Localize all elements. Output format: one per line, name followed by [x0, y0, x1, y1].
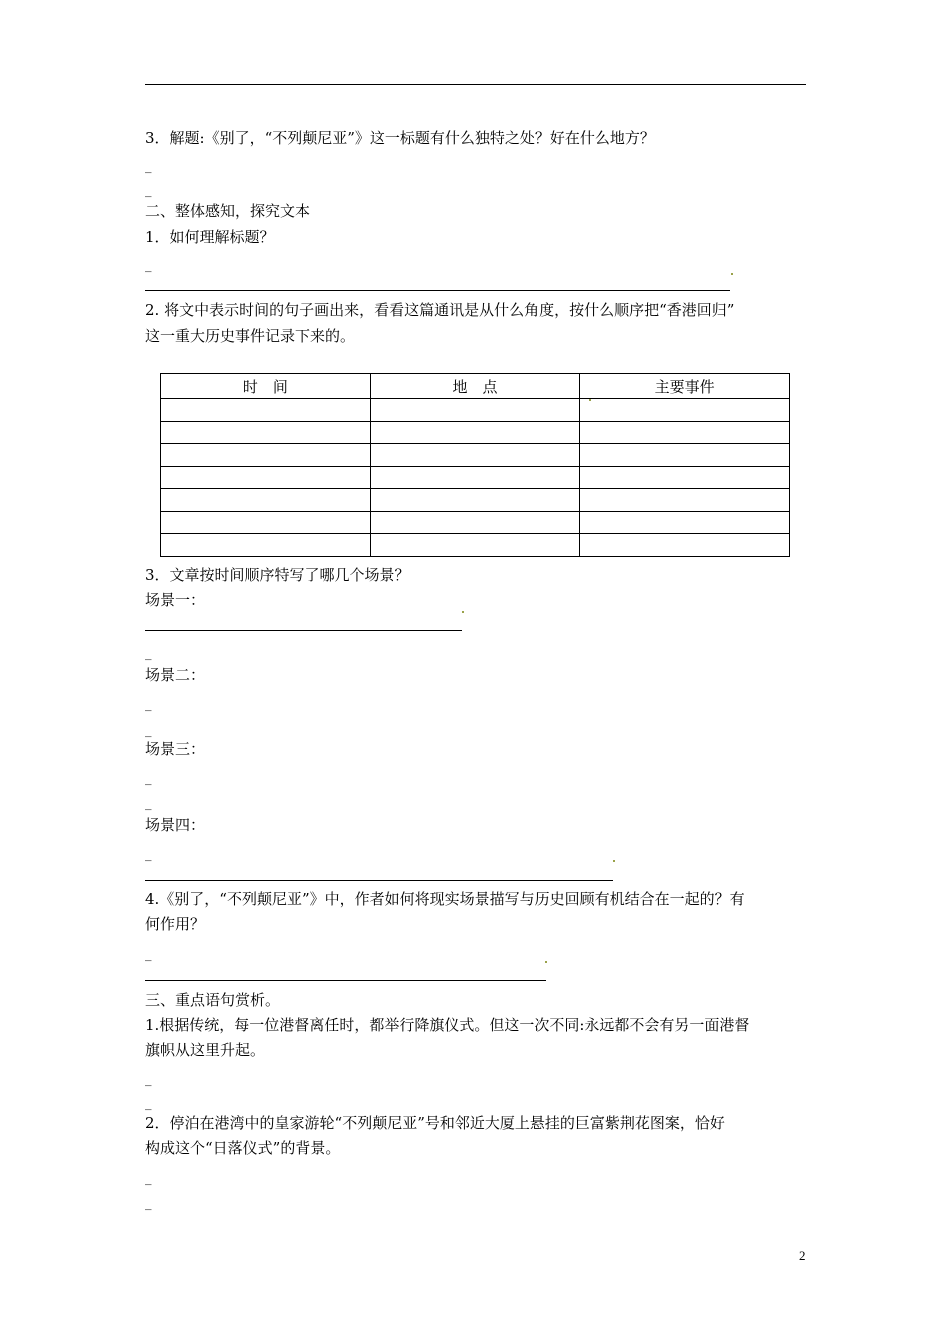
table-cell[interactable] [580, 534, 790, 557]
header-rule [145, 84, 806, 85]
table-cell[interactable] [580, 421, 790, 444]
question-scenes: 3．文章按时间顺序特写了哪几个场景？ [145, 566, 410, 584]
scene-two-label: 场景二： [145, 666, 206, 684]
answer-line[interactable] [145, 980, 546, 981]
table-cell[interactable] [161, 399, 371, 422]
answer-blank[interactable]: _ [145, 1096, 152, 1111]
table-cell[interactable] [161, 489, 371, 512]
table-cell[interactable] [370, 511, 580, 534]
table-cell[interactable] [370, 444, 580, 467]
answer-blank[interactable]: _ [145, 183, 152, 198]
answer-blank[interactable]: _ [145, 796, 152, 811]
answer-blank[interactable]: _ [145, 947, 152, 962]
answer-blank[interactable]: _ [145, 646, 152, 661]
answer-blank[interactable]: _ [145, 847, 152, 862]
answer-blank[interactable]: _ [145, 159, 152, 174]
question-flag-ceremony-cont: 旗帜从这里升起。 [145, 1041, 266, 1059]
table-row [161, 489, 790, 512]
answer-line[interactable] [145, 630, 462, 631]
table-cell[interactable] [370, 399, 580, 422]
table-cell[interactable] [161, 466, 371, 489]
question-flag-ceremony: 1.根据传统，每一位港督离任时，都举行降旗仪式。但这一次不同:永远都不会有另一面港督 [145, 1016, 750, 1034]
question-sunset-ceremony: 2．停泊在港湾中的皇家游轮“不列颠尼亚”号和邻近大厦上悬挂的巨富紫荆花图案，恰好 [145, 1114, 725, 1132]
table-cell[interactable] [580, 399, 790, 422]
question-scene-history-cont: 何作用？ [145, 915, 206, 933]
table-row [161, 399, 790, 422]
answer-blank[interactable]: _ [145, 1072, 152, 1087]
table-cell[interactable] [161, 421, 371, 444]
table-cell[interactable] [370, 466, 580, 489]
table-header-event: 主要事件 [580, 374, 790, 399]
speck [462, 611, 464, 613]
question-time-sentences-cont: 这一重大历史事件记录下来的。 [145, 327, 356, 345]
question-understand-title: 1．如何理解标题？ [145, 228, 275, 246]
speck [613, 860, 615, 862]
events-table [160, 373, 790, 557]
table-row [161, 466, 790, 489]
table-cell[interactable] [161, 511, 371, 534]
answer-blank[interactable]: _ [145, 723, 152, 738]
speck [589, 399, 591, 401]
answer-line[interactable] [145, 290, 730, 291]
answer-line[interactable] [145, 880, 613, 881]
section-heading: 二、整体感知，探究文本 [145, 202, 311, 220]
answer-blank[interactable]: _ [145, 258, 152, 273]
question-time-sentences: 2. 将文中表示时间的句子画出来，看看这篇通讯是从什么角度，按什么顺序把“香港回归” [145, 301, 735, 319]
table-header-place: 地 点 [370, 374, 580, 399]
scene-four-label: 场景四： [145, 816, 206, 834]
table-cell[interactable] [161, 444, 371, 467]
table-row [161, 444, 790, 467]
table-cell[interactable] [580, 466, 790, 489]
answer-blank[interactable]: _ [145, 1196, 152, 1211]
table-row [161, 534, 790, 557]
scene-one-label: 场景一： [145, 591, 206, 609]
question-sunset-ceremony-cont: 构成这个“日落仪式”的背景。 [145, 1139, 341, 1157]
page-number: 2 [799, 1248, 806, 1263]
table-cell[interactable] [580, 444, 790, 467]
answer-blank[interactable]: _ [145, 1171, 152, 1186]
table-cell[interactable] [161, 534, 371, 557]
section-heading: 三、重点语句赏析。 [145, 991, 281, 1009]
answer-blank[interactable]: _ [145, 771, 152, 786]
table-row [161, 421, 790, 444]
table-cell[interactable] [370, 534, 580, 557]
table-header-time: 时 间 [161, 374, 371, 399]
question-title-analysis: 3．解题:《别了，“不列颠尼亚”》这一标题有什么独特之处？好在什么地方？ [145, 129, 655, 147]
scene-three-label: 场景三： [145, 740, 206, 758]
table-cell[interactable] [370, 421, 580, 444]
table-row [161, 511, 790, 534]
speck [731, 273, 733, 275]
speck [545, 961, 547, 963]
question-scene-history: 4.《别了，“不列颠尼亚”》中，作者如何将现实场景描写与历史回顾有机结合在一起的？有 [145, 890, 745, 908]
answer-blank[interactable]: _ [145, 697, 152, 712]
table-cell[interactable] [580, 511, 790, 534]
table-cell[interactable] [580, 489, 790, 512]
table-cell[interactable] [370, 489, 580, 512]
